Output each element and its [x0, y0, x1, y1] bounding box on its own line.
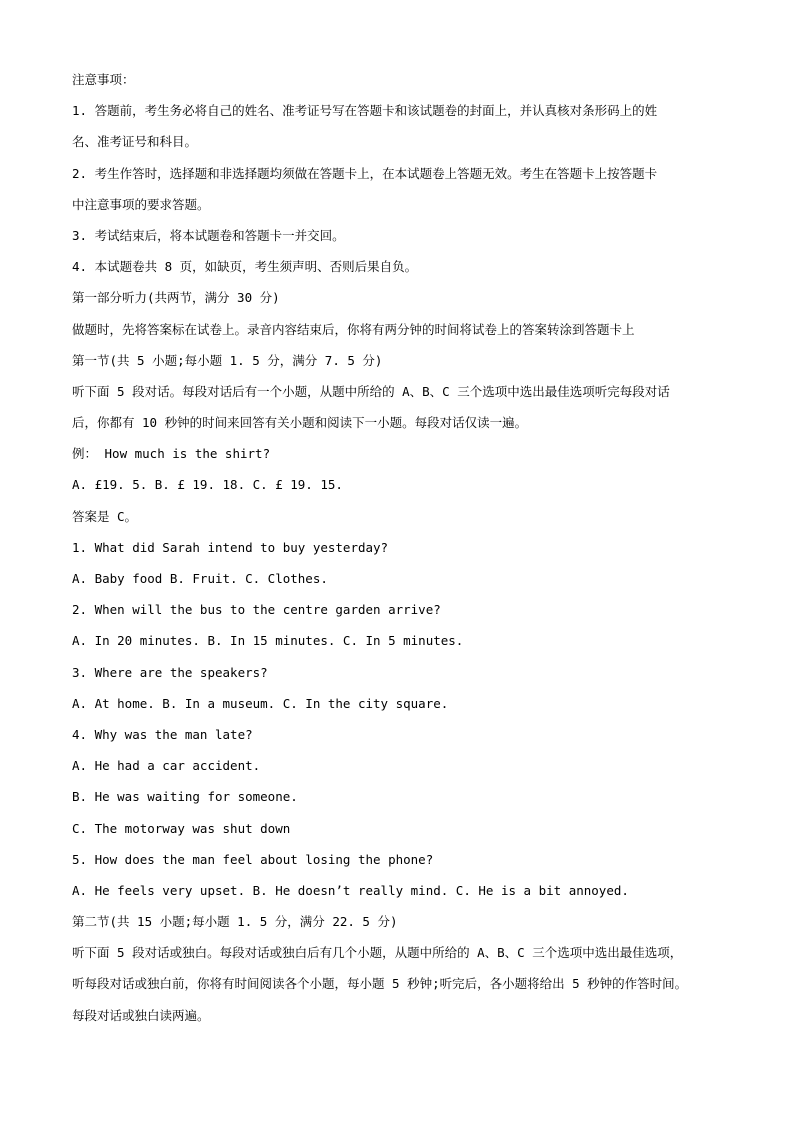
notice-item-2-line-2: 中注意事项的要求答题。	[72, 196, 210, 212]
notice-item-1-line-2: 名、准考证号和科目。	[72, 134, 198, 150]
part-one-instruction: 做题时，先将答案标在试卷上。录音内容结束后，你将有两分钟的时间将试卷上的答案转涂到答题卡上	[72, 321, 635, 337]
section-two-instruction-line-1: 听下面 5 段对话或独白。每段对话或独白后有几个小题，从题中所给的 A、B、C 三个选项中选出最佳选项，	[72, 945, 683, 961]
question-2: 2. When will the bus to the centre garden arrive?	[72, 602, 441, 618]
question-1-options: A. Baby food B. Fruit. C. Clothes.	[72, 571, 328, 586]
section-one-instruction-line-1: 听下面 5 段对话。每段对话后有一个小题，从题中所给的 A、B、C 三个选项中选出最佳选项听完每段对话	[72, 383, 670, 399]
part-one-heading: 第一部分听力(共两节，满分 30 分)	[72, 290, 280, 306]
section-one-heading: 第一节(共 5 小题;每小题 1. 5 分，满分 7. 5 分)	[72, 352, 383, 368]
question-5-options: A. He feels very upset. B. He doesn’t really mind. C. He is a bit annoyed.	[72, 882, 629, 898]
notice-item-1-line-1: 1. 答题前，考生务必将自己的姓名、准考证号写在答题卡和该试题卷的封面上，并认真核对条形码上的姓	[72, 103, 658, 119]
document-body	[72, 64, 732, 1031]
notice-item-3: 3. 考试结束后，将本试题卷和答题卡一并交回。	[72, 227, 345, 243]
example-answer: 答案是 C。	[72, 508, 138, 524]
example-question: 例： How much is the shirt?	[72, 446, 271, 462]
question-4: 4. Why was the man late?	[72, 726, 253, 742]
question-3: 3. Where are the speakers?	[72, 664, 268, 680]
section-one-instruction-line-2: 后，你都有 10 秒钟的时间来回答有关小题和阅读下一小题。每段对话仅读一遍。	[72, 415, 528, 431]
section-two-instruction-line-2: 听每段对话或独白前，你将有时间阅读各个小题，每小题 5 秒钟;听完后，各小题将给出 5 秒钟的作答时间。	[72, 976, 688, 992]
notice-item-2-line-1: 2. 考生作答时，选择题和非选择题均须做在答题卡上，在本试题卷上答题无效。考生在答题卡上按答题卡	[72, 165, 658, 181]
question-5: 5. How does the man feel about losing the phone?	[72, 851, 434, 867]
question-4-option-b: B. He was waiting for someone.	[72, 789, 298, 805]
question-3-options: A. At home. B. In a museum. C. In the city square.	[72, 695, 449, 711]
question-1: 1. What did Sarah intend to buy yesterday?	[72, 539, 389, 555]
question-4-option-c: C. The motorway was shut down	[72, 820, 291, 836]
question-4-option-a: A. He had a car accident.	[72, 758, 261, 774]
section-two-instruction-line-3: 每段对话或独白读两遍。	[72, 1007, 210, 1023]
example-options: A. £19. 5. B. £ 19. 18. C. £ 19. 15.	[72, 477, 343, 493]
notice-heading: 注意事项：	[72, 72, 135, 87]
notice-item-4: 4. 本试题卷共 8 页，如缺页，考生须声明、否则后果自负。	[72, 259, 418, 275]
question-2-options: A. In 20 minutes. B. In 15 minutes. C. In 5 minutes.	[72, 633, 464, 649]
section-two-heading: 第二节(共 15 小题;每小题 1. 5 分，满分 22. 5 分)	[72, 914, 398, 930]
